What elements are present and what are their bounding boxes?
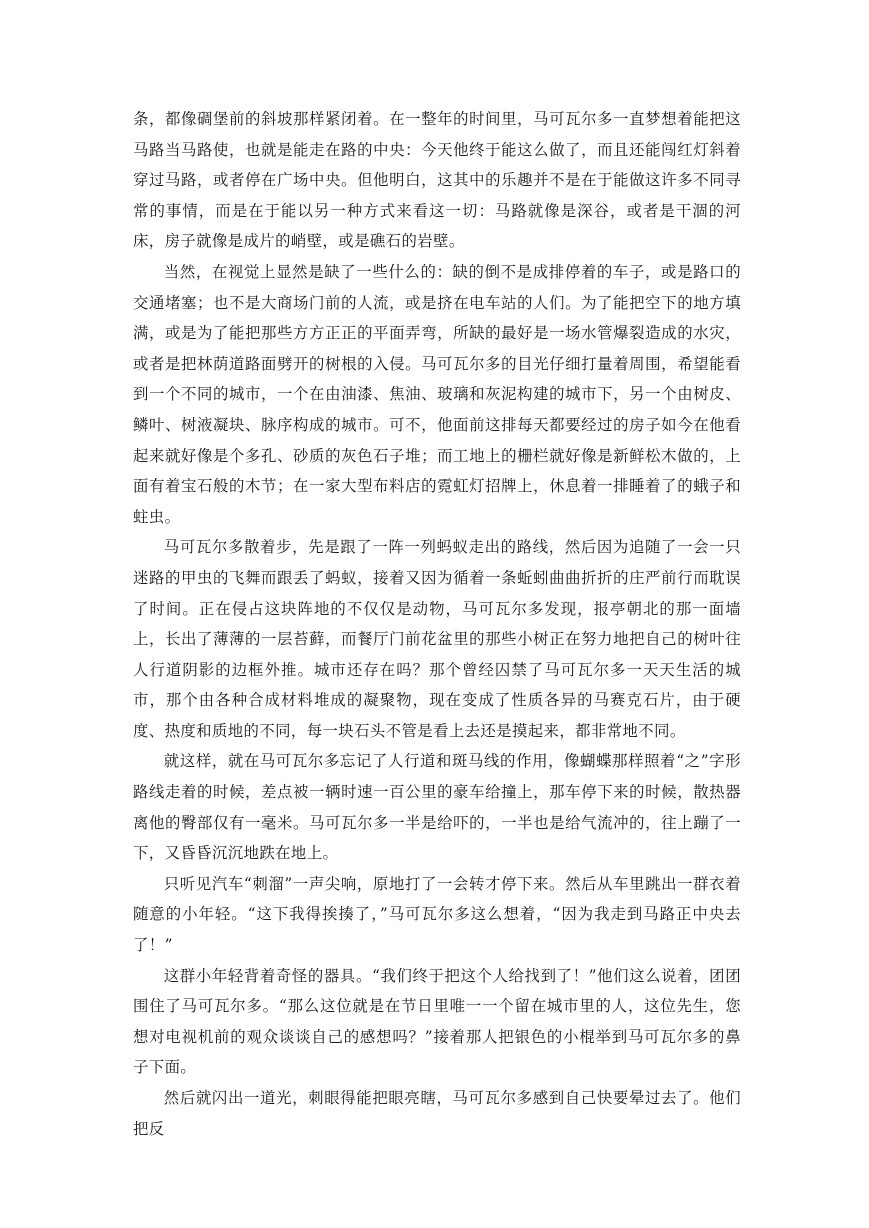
body-text xyxy=(133,104,741,1144)
paragraph-1: 条，都像碉堡前的斜坡那样紧闭着。在一整年的时间里，马可瓦尔多一直梦想着能把这马路当马路使，也就是能走在路的中央：今天他终于能这么做了，而且还能闯红灯斜着穿过马路，或者停在广场中央。但他明白，这其中的乐趣并不是在于能做这许多不同寻常的事情，而是在于能以另一种方式来看这一切：马路就像是深谷，或者是干涸的河床，房子就像是成片的峭壁，或是礁石的岩壁。 xyxy=(133,110,741,251)
paragraph-2: 当然，在视觉上显然是缺了一些什么的：缺的倒不是成排停着的车子，或是路口的交通堵塞；也不是大商场门前的人流，或是挤在电车站的人们。为了能把空下的地方填满，或是为了能把那些方方正正的平面弄弯，所缺的最好是一场水管爆裂造成的水灾，或者是把林荫道路面劈开的树根的入侵。马可瓦尔多的目光仔细打量着周围，希望能看到一个不同的城市，一个在由油漆、焦油、玻璃和灰泥构建的城市下，另一个由树皮、鳞叶、树液凝块、脉序构成的城市。可不，他面前这排每天都要经过的房子如今在他看起来就好像是个多孔、砂质的灰色石子堆；而工地上的栅栏就好像是新鲜松木做的，上面有着宝石般的木节；在一家大型布料店的霓虹灯招牌上，休息着一排睡着了的蛾子和蛀虫。 xyxy=(133,262,741,526)
paragraph-7: 然后就闪出一道光，刺眼得能把眼亮瞎，马可瓦尔多感到自己快要晕过去了。他们把反 xyxy=(133,1089,741,1138)
paragraph-6: 这群小年轻背着奇怪的器具。“我们终于把这个人给找到了！”他们这么说着，团团围住了马可瓦尔多。“那么这位就是在节日里唯一一个留在城市里的人，这位先生，您想对电视机前的观众谈谈自己的感想吗？”接着那人把银色的小棍举到马可瓦尔多的鼻子下面。 xyxy=(133,966,741,1077)
paragraph-4: 就这样，就在马可瓦尔多忘记了人行道和斑马线的作用，像蝴蝶那样照着“之”字形路线走着的时候，差点被一辆时速一百公里的豪车给撞上，那车停下来的时候，散热器离他的臀部仅有一毫米。马可瓦尔多一半是给吓的，一半也是给气流冲的，往上蹦了一下，又昏昏沉沉地跌在地上。 xyxy=(133,752,741,863)
paragraph-3: 马可瓦尔多散着步，先是跟了一阵一列蚂蚁走出的路线，然后因为追随了一会一只迷路的甲虫的飞舞而跟丢了蚂蚁，接着又因为循着一条蚯蚓曲曲折折的庄严前行而耽误了时间。正在侵占这块阵地的不仅仅是动物，马可瓦尔多发现，报亭朝北的那一面墙上，长出了薄薄的一层苔藓，而餐厅门前花盆里的那些小树正在努力地把自己的树叶往人行道阴影的边框外推。城市还存在吗？那个曾经囚禁了马可瓦尔多一天天生活的城市，那个由各种合成材料堆成的凝聚物，现在变成了性质各异的马赛克石片，由于硬度、热度和质地的不同，每一块石头不管是看上去还是摸起来，都非常地不同。 xyxy=(133,538,741,740)
paragraph-5: 只听见汽车“刺溜”一声尖响，原地打了一会转才停下来。然后从车里跳出一群衣着随意的小年轻。“这下我得挨揍了，”马可瓦尔多这么想着，“因为我走到马路正中央去了！” xyxy=(133,874,741,955)
